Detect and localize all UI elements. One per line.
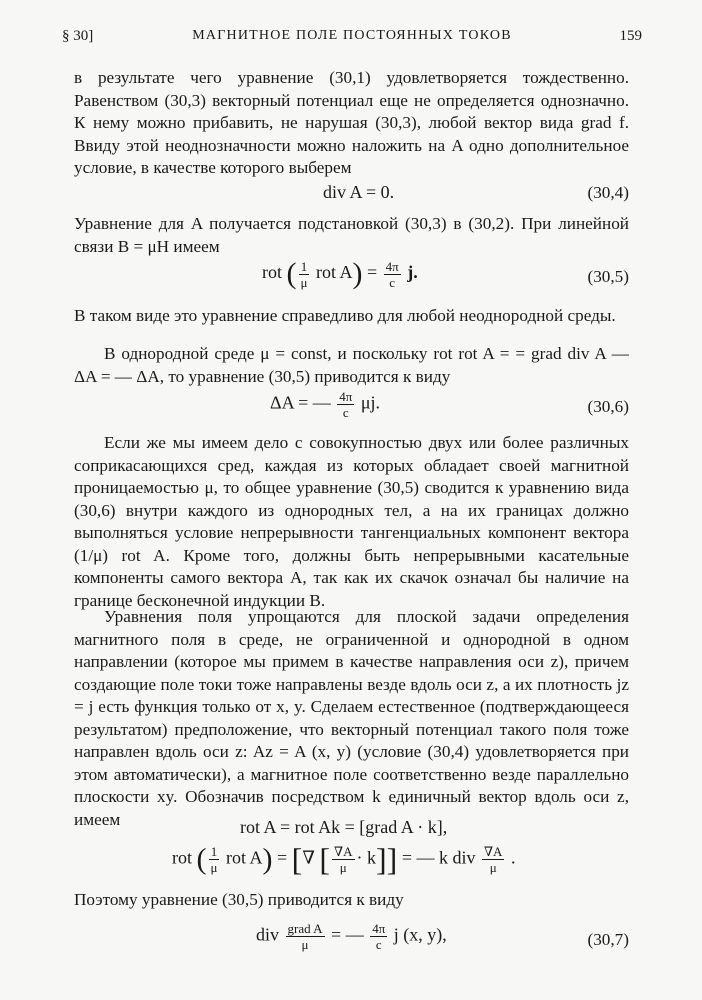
eqB-frac-3: $\frac{\nabla A}{\mu}$ xyxy=(483,844,503,875)
eqB-lparen: ( xyxy=(196,842,207,876)
equation-number-30-5: (30,5) xyxy=(587,267,629,286)
eqB-frac-2: $\frac{\nabla A}{\mu}$ xyxy=(334,844,353,875)
equation-number-30-7: (30,7) xyxy=(587,930,629,949)
eq5-lparen: ( xyxy=(286,257,297,290)
eqB-rbracket-inner: ] xyxy=(376,841,387,877)
section-marker: § 30] xyxy=(62,28,94,44)
eqB-rotA: rot A xyxy=(225,847,263,868)
equation-rot-frac xyxy=(172,841,515,878)
eq7-eq: = — xyxy=(331,924,364,945)
equation-30-7 xyxy=(256,922,447,951)
paragraph-7: Поэтому уравнение (30,5) приводится к виду xyxy=(74,890,404,909)
eq5-rotA: rot A xyxy=(315,262,353,283)
eq5-equals: = xyxy=(367,262,378,283)
eqB-rparen: ) xyxy=(262,842,273,876)
running-title: МАГНИТНОЕ ПОЛЕ ПОСТОЯННЫХ ТОКОВ xyxy=(192,28,512,43)
eqB-lbracket-inner: [ xyxy=(319,841,331,877)
eqB-rot: rot xyxy=(172,847,192,868)
paragraph-6: Уравнения поля упрощаются для плоской задачи определения магнитного поля в среде, не ограниченной и однородной в одном направлении (которое мы примем в качестве направления оси z), причем создающие поле токи тоже направлены везде вдоль оси z, а их плотность jz = j есть функция только от x, y. Сделаем естественное (подтверждающееся результатом) предположение, что векторный потенциал такого поля тоже направлен вдоль оси z: Az = A (x, y) (условие (30,4) удовлетворяется при этом автоматически), а магнитное поле соответственно везде параллельно плоскости xy. Обозначив посредством k единичный вектор вдоль оси z, имеем xyxy=(74,607,629,829)
eq7-frac-1: $\frac{\text{grad A}}{\mu}$ xyxy=(287,921,323,952)
eqB-nabla: ∇ xyxy=(302,847,315,868)
eq6-lhs: ΔA = — xyxy=(270,392,331,413)
equation-number-30-4: (30,4) xyxy=(587,183,629,202)
eqB-end: . xyxy=(510,847,516,868)
paragraph-2: Уравнение для A получается подстановкой (30,3) в (30,2). При линейной связи B = μH имеем xyxy=(74,214,629,256)
eq5-frac-2: $\frac{4\pi}{c}$ xyxy=(385,258,399,290)
eq7-div: div xyxy=(256,924,280,945)
equation-number-30-6: (30,6) xyxy=(587,397,629,416)
eqB-dotk: · k xyxy=(356,847,377,868)
equation-30-4: div A = 0. xyxy=(323,182,395,202)
equation-rot-A: rot A = rot Ak = [grad A · k], xyxy=(240,817,448,837)
eq5-frac-1: $\frac{1}{\mu}$ xyxy=(300,258,308,290)
paragraph-1: в результате чего уравнение (30,1) удовлетворяется тождественно. Равенством (30,3) векторный потенциал еще не определяется однозначно. К нему можно прибавить, не нарушая (30,3), любой вектор вида grad f. Ввиду этой неоднозначности можно наложить на A одно дополнительное условие, в качестве которого выберем xyxy=(74,68,629,177)
equation-30-5 xyxy=(262,257,418,291)
eq6-rhs: μj. xyxy=(360,392,380,413)
page-number: 159 xyxy=(619,28,642,44)
page-header xyxy=(62,28,642,52)
paragraph-4: В однородной среде μ = const, и поскольку rot rot A = = grad div A — ΔA = — ΔA, то уравнение (30,5) приводится к виду xyxy=(74,344,629,386)
eq5-rparen: ) xyxy=(352,257,363,290)
eqB-tail: = — k div xyxy=(401,847,476,868)
paragraph-5: Если же мы имеем дело с совокупностью двух или более различных соприкасающихся сред, каждая из которых обладает своей магнитной проницаемостью μ, то общее уравнение (30,5) сводится к уравнению вида (30,6) внутри каждого из однородных тел, а на их границах должно выполняться условие непрерывности тангенциальных компонент вектора (1/μ) rot A. Кроме того, должны быть непрерывными касательные компоненты самого вектора A, так как их скачок означал бы наличие на границе бесконечной индукции B. xyxy=(74,433,629,610)
equation-30-6 xyxy=(270,390,380,419)
eqB-lbracket: [ xyxy=(291,841,303,877)
eq7-rhs: j (x, y), xyxy=(393,924,447,945)
eqB-rbracket: ] xyxy=(386,841,398,877)
paragraph-3: В таком виде это уравнение справедливо для любой неоднородной среды. xyxy=(74,306,616,325)
eq5-j: j. xyxy=(407,262,418,283)
eqB-frac-1: $\frac{1}{\mu}$ xyxy=(210,844,218,875)
eqB-eq: = xyxy=(277,847,288,868)
eq5-rot: rot xyxy=(262,262,282,283)
eq7-frac-2: $\frac{4\pi}{c}$ xyxy=(372,921,386,952)
eq6-frac: $\frac{4\pi}{c}$ xyxy=(339,389,353,420)
